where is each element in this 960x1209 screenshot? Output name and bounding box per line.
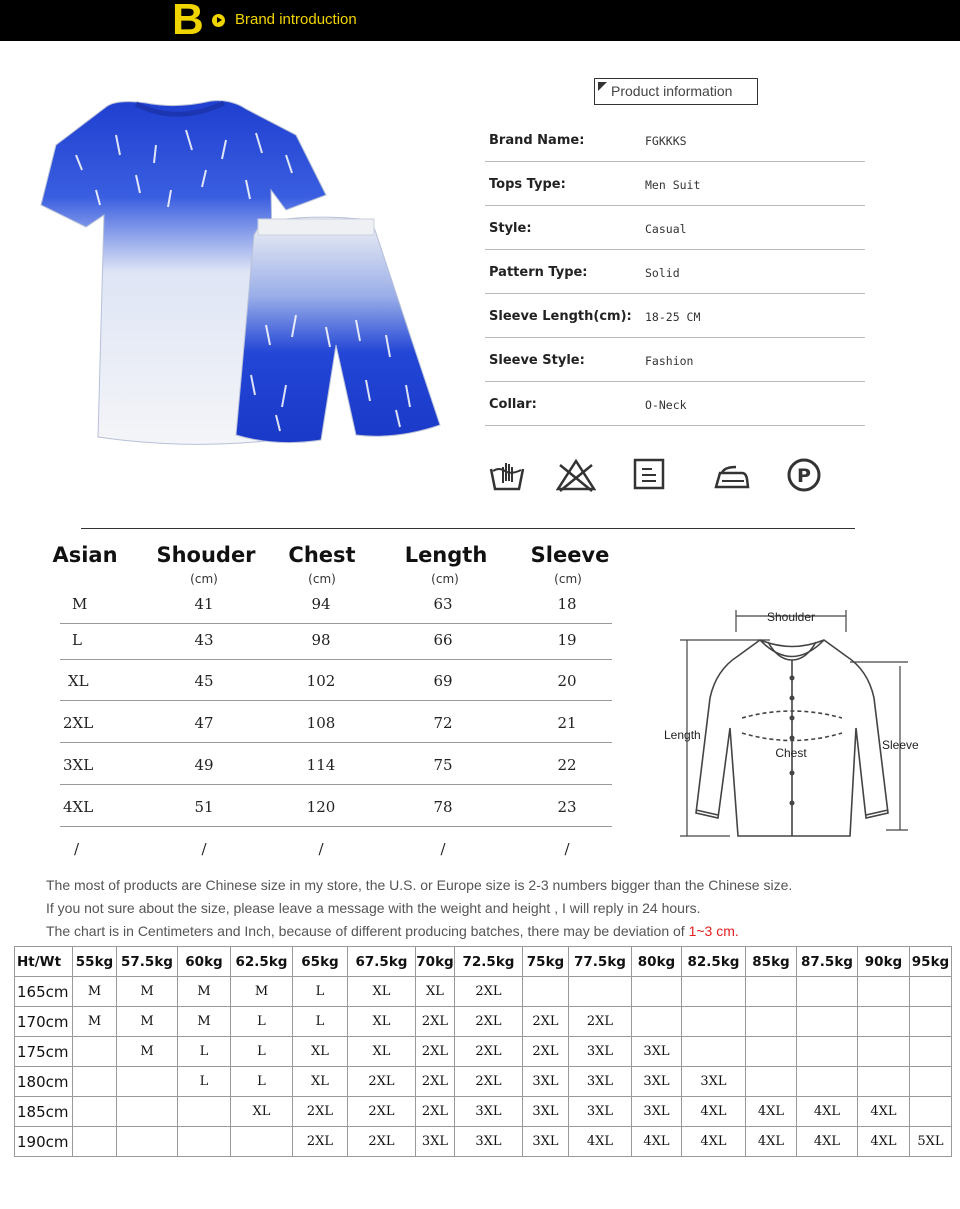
info-key: Collar:: [489, 397, 537, 412]
size-cell: 3XL: [63, 756, 94, 774]
size-cell: 43: [194, 631, 214, 649]
hw-size-cell: L: [231, 1067, 293, 1097]
info-key: Pattern Type:: [489, 265, 588, 280]
size-row: [60, 786, 612, 827]
hw-size-cell: 2XL: [416, 1037, 455, 1067]
hw-size-cell: [910, 1067, 952, 1097]
hw-size-cell: 4XL: [569, 1127, 632, 1157]
size-cell: 47: [194, 714, 214, 732]
diagram-label-shoulder: Shoulder: [766, 610, 816, 624]
hw-weight: 82.5kg: [682, 947, 746, 977]
hw-size-cell: [910, 1007, 952, 1037]
size-cell: 120: [306, 798, 336, 816]
info-row: [485, 162, 865, 206]
hw-size-cell: [178, 1097, 231, 1127]
info-row: [485, 294, 865, 338]
hw-size-cell: [797, 1037, 858, 1067]
hw-weight: 77.5kg: [569, 947, 632, 977]
size-cell: 69: [433, 672, 453, 690]
hw-weight: 85kg: [746, 947, 797, 977]
size-header-sleeve: Sleeve: [530, 543, 610, 567]
size-header-asian: Asian: [52, 543, 118, 567]
size-cell: 75: [433, 756, 453, 774]
size-cell: 21: [557, 714, 577, 732]
hw-row: [15, 1097, 952, 1127]
size-row: [60, 583, 612, 624]
hw-size-cell: 4XL: [797, 1097, 858, 1127]
hw-size-cell: XL: [293, 1037, 348, 1067]
size-cell: 20: [557, 672, 577, 690]
hw-weight: 72.5kg: [455, 947, 523, 977]
hw-height: 165cm: [15, 977, 73, 1007]
size-cell: 98: [311, 631, 331, 649]
hw-height: 185cm: [15, 1097, 73, 1127]
hw-size-cell: 2XL: [293, 1127, 348, 1157]
hw-size-cell: M: [178, 977, 231, 1007]
hw-size-cell: 3XL: [523, 1067, 569, 1097]
hw-size-cell: 4XL: [858, 1127, 910, 1157]
hw-size-cell: 2XL: [569, 1007, 632, 1037]
size-unit: (cm): [431, 572, 459, 586]
info-value: Solid: [645, 266, 680, 280]
hw-size-cell: [910, 1037, 952, 1067]
info-row: [485, 118, 865, 162]
hw-size-cell: L: [231, 1037, 293, 1067]
size-cell: 45: [194, 672, 214, 690]
hw-size-cell: [682, 1037, 746, 1067]
hw-size-cell: 4XL: [682, 1127, 746, 1157]
size-cell: 19: [557, 631, 577, 649]
hw-weight: 75kg: [523, 947, 569, 977]
size-cell: L: [72, 631, 82, 649]
hw-size-cell: [73, 1097, 117, 1127]
hw-size-cell: [858, 977, 910, 1007]
info-value: Casual: [645, 222, 687, 236]
hw-weight: 67.5kg: [348, 947, 416, 977]
size-note-3-text: The chart is in Centimeters and Inch, because of different producing batches, there may be deviation of: [46, 923, 689, 939]
hw-size-cell: L: [293, 977, 348, 1007]
size-cell: /: [564, 840, 570, 858]
hw-size-cell: [682, 1007, 746, 1037]
hw-size-cell: XL: [416, 977, 455, 1007]
hw-size-cell: M: [117, 977, 178, 1007]
product-info-title: [594, 78, 758, 105]
size-unit: (cm): [190, 572, 218, 586]
hw-size-cell: 2XL: [348, 1067, 416, 1097]
hw-size-cell: L: [231, 1007, 293, 1037]
info-row: [485, 382, 865, 426]
hw-size-cell: L: [178, 1067, 231, 1097]
hw-row: [15, 1127, 952, 1157]
hw-size-cell: [858, 1067, 910, 1097]
hw-row: [15, 1067, 952, 1097]
hw-size-cell: 3XL: [632, 1037, 682, 1067]
hw-size-cell: [746, 977, 797, 1007]
hw-header-row: [15, 947, 952, 977]
hw-size-cell: 2XL: [348, 1127, 416, 1157]
dry-clean-p-icon: [784, 455, 824, 495]
header-letter: B: [172, 0, 204, 44]
size-cell: 22: [557, 756, 577, 774]
do-not-bleach-icon: [556, 455, 596, 495]
size-cell: /: [201, 840, 207, 858]
hw-size-cell: [682, 977, 746, 1007]
hw-size-cell: [632, 977, 682, 1007]
hw-size-cell: [73, 1067, 117, 1097]
hw-size-cell: 2XL: [455, 977, 523, 1007]
size-note-1: The most of products are Chinese size in my store, the U.S. or Europe size is 2-3 numbers bigger than the Chinese size.: [46, 877, 793, 893]
info-value: FGKKKS: [645, 134, 687, 148]
hw-size-cell: M: [231, 977, 293, 1007]
hw-size-cell: 3XL: [569, 1097, 632, 1127]
info-value: 18-25 CM: [645, 310, 701, 324]
hw-size-cell: 4XL: [858, 1097, 910, 1127]
product-info-title-text: Product information: [611, 83, 733, 99]
hw-size-cell: 5XL: [910, 1127, 952, 1157]
hw-size-cell: [910, 977, 952, 1007]
hw-size-cell: L: [293, 1007, 348, 1037]
size-header-length: Length: [404, 543, 488, 567]
hw-size-cell: [797, 1007, 858, 1037]
size-unit: (cm): [308, 572, 336, 586]
height-weight-table: [14, 946, 952, 1157]
hw-size-cell: 2XL: [455, 1067, 523, 1097]
hw-row: [15, 1007, 952, 1037]
hw-size-cell: 3XL: [523, 1127, 569, 1157]
hw-size-cell: L: [178, 1037, 231, 1067]
hand-wash-icon: [487, 455, 527, 495]
corner-mark-icon: [598, 82, 607, 91]
hw-size-cell: 4XL: [682, 1097, 746, 1127]
size-cell: 114: [306, 756, 336, 774]
hw-size-cell: 4XL: [746, 1097, 797, 1127]
hw-weight: 90kg: [858, 947, 910, 977]
diagram-label-chest: Chest: [775, 746, 807, 760]
hw-size-cell: [858, 1007, 910, 1037]
hw-size-cell: 2XL: [293, 1097, 348, 1127]
size-row: [60, 828, 612, 869]
hw-size-cell: 2XL: [523, 1037, 569, 1067]
hw-height: 190cm: [15, 1127, 73, 1157]
play-icon: [212, 14, 225, 27]
hw-size-cell: 2XL: [348, 1097, 416, 1127]
hw-size-cell: XL: [231, 1097, 293, 1127]
brand-header: [0, 0, 960, 44]
size-cell: /: [74, 840, 80, 858]
hw-size-cell: 2XL: [455, 1037, 523, 1067]
info-key: Sleeve Length(cm):: [489, 309, 632, 324]
size-cell: M: [72, 595, 88, 613]
hw-corner: Ht/Wt: [15, 947, 73, 977]
hw-size-cell: [746, 1007, 797, 1037]
hw-size-cell: [73, 1127, 117, 1157]
hw-size-cell: 2XL: [416, 1067, 455, 1097]
hw-weight: 55kg: [73, 947, 117, 977]
hw-size-cell: 2XL: [416, 1097, 455, 1127]
size-cell: 23: [557, 798, 577, 816]
section-divider: [81, 528, 855, 529]
hw-size-cell: 2XL: [416, 1007, 455, 1037]
hw-size-cell: M: [178, 1007, 231, 1037]
size-cell: 4XL: [63, 798, 94, 816]
size-cell: 63: [433, 595, 453, 613]
hw-size-cell: 3XL: [682, 1067, 746, 1097]
hw-weight: 62.5kg: [231, 947, 293, 977]
diagram-label-sleeve: Sleeve: [882, 738, 919, 752]
product-image: [36, 95, 446, 460]
size-cell: 72: [433, 714, 453, 732]
size-cell: 94: [311, 595, 331, 613]
info-row: [485, 250, 865, 294]
size-header-chest: Chest: [288, 543, 356, 567]
header-title: Brand introduction: [235, 11, 357, 28]
hw-height: 175cm: [15, 1037, 73, 1067]
tumble-dry-icon: [630, 455, 670, 495]
hw-size-cell: [797, 977, 858, 1007]
hw-size-cell: [117, 1067, 178, 1097]
deviation-value: 1~3 cm.: [688, 923, 739, 939]
hw-size-cell: [858, 1037, 910, 1067]
info-row: [485, 206, 865, 250]
size-cell: 41: [194, 595, 214, 613]
info-value: O-Neck: [645, 398, 687, 412]
hw-weight: 87.5kg: [797, 947, 858, 977]
hw-size-cell: 3XL: [455, 1097, 523, 1127]
hw-size-cell: [523, 977, 569, 1007]
hw-size-cell: 4XL: [797, 1127, 858, 1157]
hw-size-cell: [910, 1097, 952, 1127]
svg-text:P: P: [797, 465, 811, 487]
diagram-label-length: Length: [664, 728, 701, 742]
hw-size-cell: 3XL: [632, 1097, 682, 1127]
hw-size-cell: 3XL: [569, 1037, 632, 1067]
size-header-shoulder: Shouder: [156, 543, 256, 567]
hw-size-cell: M: [73, 977, 117, 1007]
info-value: Men Suit: [645, 178, 701, 192]
hw-size-cell: [632, 1007, 682, 1037]
size-row: [60, 660, 612, 701]
hw-size-cell: [746, 1067, 797, 1097]
hw-size-cell: 3XL: [455, 1127, 523, 1157]
hw-weight: 60kg: [178, 947, 231, 977]
hw-size-cell: M: [117, 1007, 178, 1037]
size-cell: 2XL: [63, 714, 94, 732]
size-cell: 18: [557, 595, 577, 613]
size-cell: 66: [433, 631, 453, 649]
info-key: Brand Name:: [489, 133, 585, 148]
size-cell: /: [440, 840, 446, 858]
hw-size-cell: XL: [348, 1037, 416, 1067]
hw-size-cell: M: [73, 1007, 117, 1037]
hw-size-cell: 3XL: [416, 1127, 455, 1157]
size-row: [60, 744, 612, 785]
hw-size-cell: [117, 1127, 178, 1157]
hw-size-cell: 3XL: [523, 1097, 569, 1127]
hw-row: [15, 977, 952, 1007]
hw-size-cell: [178, 1127, 231, 1157]
hw-weight: 95kg: [910, 947, 952, 977]
iron-icon: [712, 455, 752, 495]
hw-size-cell: [569, 977, 632, 1007]
hw-size-cell: 2XL: [455, 1007, 523, 1037]
hw-size-cell: [746, 1037, 797, 1067]
hw-height: 170cm: [15, 1007, 73, 1037]
size-row: [60, 619, 612, 660]
size-cell: /: [318, 840, 324, 858]
size-cell: 102: [306, 672, 336, 690]
info-key: Tops Type:: [489, 177, 566, 192]
hw-weight: 70kg: [416, 947, 455, 977]
size-cell: 78: [433, 798, 453, 816]
info-key: Style:: [489, 221, 532, 236]
hw-size-cell: [797, 1067, 858, 1097]
size-row: [60, 702, 612, 743]
hw-size-cell: XL: [348, 1007, 416, 1037]
product-info-table: [485, 118, 865, 426]
hw-height: 180cm: [15, 1067, 73, 1097]
hw-size-cell: XL: [293, 1067, 348, 1097]
size-unit: (cm): [554, 572, 582, 586]
hw-size-cell: 4XL: [746, 1127, 797, 1157]
hw-size-cell: 3XL: [632, 1067, 682, 1097]
size-cell: 51: [194, 798, 214, 816]
size-note-3: [46, 923, 739, 939]
hw-weight: 65kg: [293, 947, 348, 977]
size-cell: XL: [68, 672, 89, 690]
size-cell: 49: [194, 756, 214, 774]
info-key: Sleeve Style:: [489, 353, 585, 368]
hw-size-cell: XL: [348, 977, 416, 1007]
hw-size-cell: 2XL: [523, 1007, 569, 1037]
size-cell: 108: [306, 714, 336, 732]
info-row: [485, 338, 865, 382]
hw-weight: 57.5kg: [117, 947, 178, 977]
hw-size-cell: [73, 1037, 117, 1067]
hw-size-cell: M: [117, 1037, 178, 1067]
hw-size-cell: [117, 1097, 178, 1127]
measurement-diagram: [660, 598, 920, 848]
info-value: Fashion: [645, 354, 694, 368]
hw-weight: 80kg: [632, 947, 682, 977]
size-note-2: If you not sure about the size, please leave a message with the weight and height , I will reply in 24 hours.: [46, 900, 701, 916]
hw-size-cell: 4XL: [632, 1127, 682, 1157]
hw-row: [15, 1037, 952, 1067]
hw-size-cell: [231, 1127, 293, 1157]
hw-size-cell: 3XL: [569, 1067, 632, 1097]
